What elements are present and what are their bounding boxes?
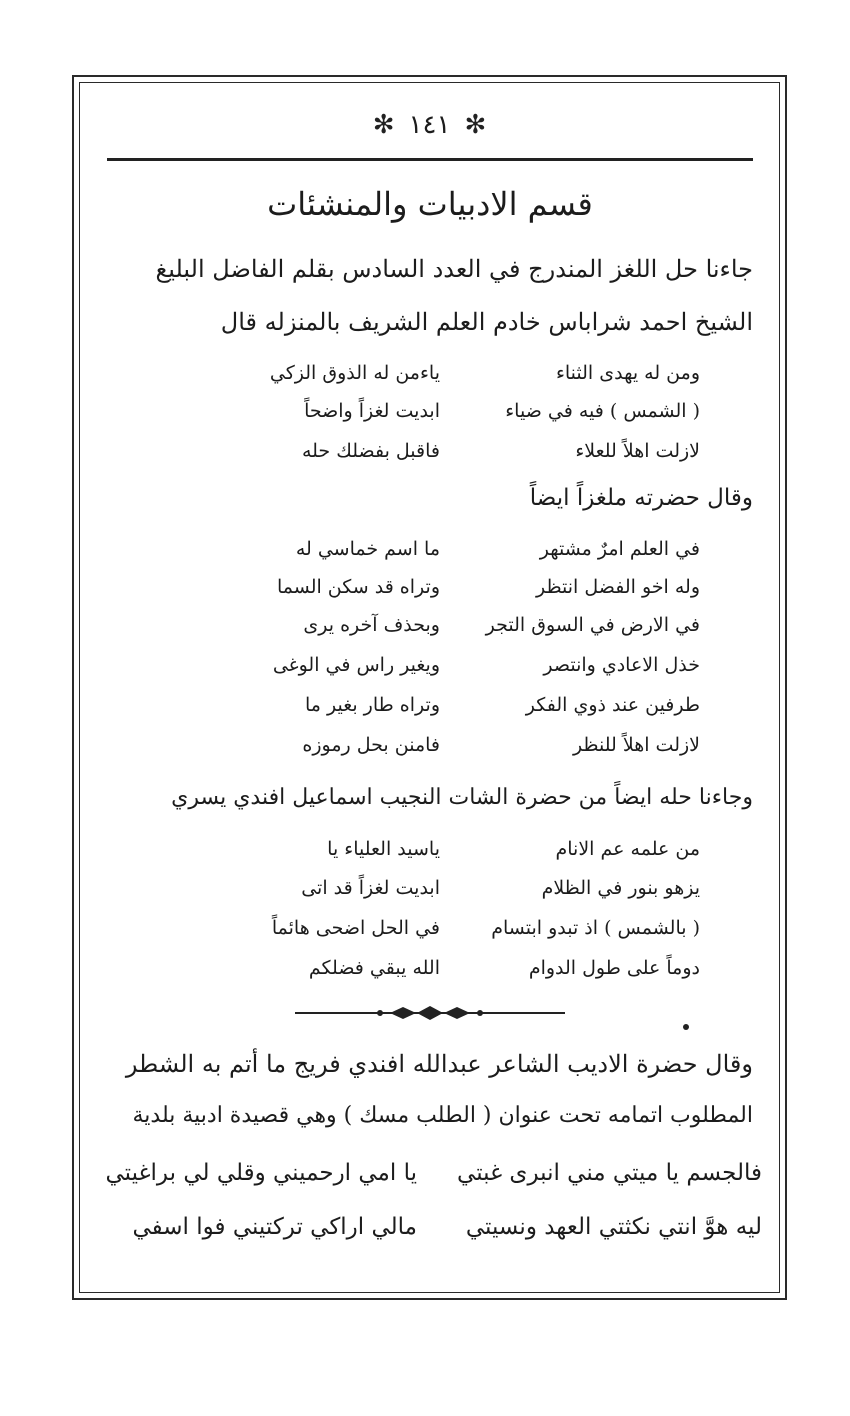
verse-row — [200, 538, 700, 572]
verse-hemistich: ابديت لغزاً قد اتى — [301, 877, 440, 899]
closing-intro-line: المطلوب اتمامه تحت عنوان ( الطلب مسك ) وهي قصيدة ادبية بلدية — [132, 1103, 753, 1128]
verse-hemistich: ياسيد العلياء يا — [327, 838, 440, 860]
verse-hemistich: في الحل اضحى هائماً — [271, 917, 440, 939]
verse-hemistich: وبحذف آخره يرى — [303, 614, 440, 636]
verse-hemistich: ( الشمس ) فيه في ضياء — [505, 400, 700, 422]
verse-hemistich: وتراه طار بغير ما — [304, 694, 440, 716]
verse-row — [200, 576, 700, 610]
verse-hemistich: الله يبقي فضلكم — [308, 957, 440, 979]
section-title: قسم الادبيات والمنشئات — [267, 185, 593, 223]
star-ornament-icon: ✻ — [464, 110, 487, 140]
verse-hemistich: ما اسم خماسي له — [295, 538, 440, 560]
verse-hemistich: في الارض في السوق التجر — [485, 614, 700, 636]
ornamental-divider — [295, 1005, 565, 1021]
verse-hemistich: فامنن بحل رموزه — [302, 734, 440, 756]
verse-row — [200, 957, 700, 991]
verse-row — [200, 877, 700, 911]
intro-line: جاءنا حل اللغز المندرج في العدد السادس بقلم الفاضل البليغ — [155, 255, 753, 283]
ink-dot — [683, 1024, 689, 1030]
verse-hemistich: فاقبل بفضلك حله — [301, 440, 440, 462]
verse-hemistich: لازلت اهلاً للنظر — [572, 734, 700, 756]
verse-hemistich: ياءمن له الذوق الزكي — [269, 362, 440, 384]
verse-hemistich: دوماً على طول الدوام — [528, 957, 700, 979]
intro-line: الشيخ احمد شراباس خادم العلم الشريف بالمنزله قال — [220, 308, 753, 336]
verse-row — [200, 400, 700, 434]
verse-row — [200, 654, 700, 688]
verse-hemistich: مالي اراكي تركتيني فوا اسفي — [132, 1214, 417, 1240]
verse-row — [200, 694, 700, 728]
page-number: ١٤١ — [408, 110, 451, 140]
verse-hemistich: وتراه قد سكن السما — [276, 576, 440, 598]
verse-hemistich: في العلم امرٌ مشتهر — [539, 538, 700, 560]
verse-hemistich: وله اخو الفضل انتظر — [535, 576, 700, 598]
verse-hemistich: ليه هوَّ انتي نكثتي العهد ونسيتي — [465, 1214, 762, 1240]
verse-row — [200, 917, 700, 951]
verse-row — [200, 614, 700, 648]
verse-row — [97, 1160, 762, 1194]
verse-hemistich: ابديت لغزاً واضحاً — [304, 400, 440, 422]
page-header — [79, 100, 780, 150]
closing-intro-line: وقال حضرة الاديب الشاعر عبدالله افندي فريج ما أتم به الشطر — [125, 1050, 753, 1078]
verse-row — [97, 1214, 762, 1248]
verse-hemistich: ومن له يهدى الثناء — [555, 362, 700, 384]
verse-hemistich: من علمه عم الانام — [555, 838, 700, 860]
verse-hemistich: لازلت اهلاً للعلاء — [575, 440, 700, 462]
verse-hemistich: طرفين عند ذوي الفكر — [525, 694, 700, 716]
verse-hemistich: خذل الاعادي وانتصر — [543, 654, 700, 676]
verse-row — [200, 838, 700, 872]
riddle-heading: وقال حضرته ملغزاً ايضاً — [529, 485, 753, 511]
verse-hemistich: فالجسم يا ميتي مني انبرى غبتي — [457, 1160, 762, 1186]
verse-row — [200, 734, 700, 768]
verse-hemistich: ( بالشمس ) اذ تبدو ابتسام — [491, 917, 700, 939]
verse-row — [200, 440, 700, 474]
solution-intro: وجاءنا حله ايضاً من حضرة الشات النجيب اسماعيل افندي يسري — [171, 785, 753, 810]
header-rule — [107, 158, 753, 161]
verse-row — [200, 362, 700, 396]
star-ornament-icon: ✻ — [372, 110, 395, 140]
verse-hemistich: يزهو بنور في الظلام — [541, 877, 700, 899]
verse-hemistich: يا امي ارحميني وقلي لي براغيتي — [105, 1160, 417, 1186]
verse-hemistich: ويغير راس في الوغى — [272, 654, 440, 676]
